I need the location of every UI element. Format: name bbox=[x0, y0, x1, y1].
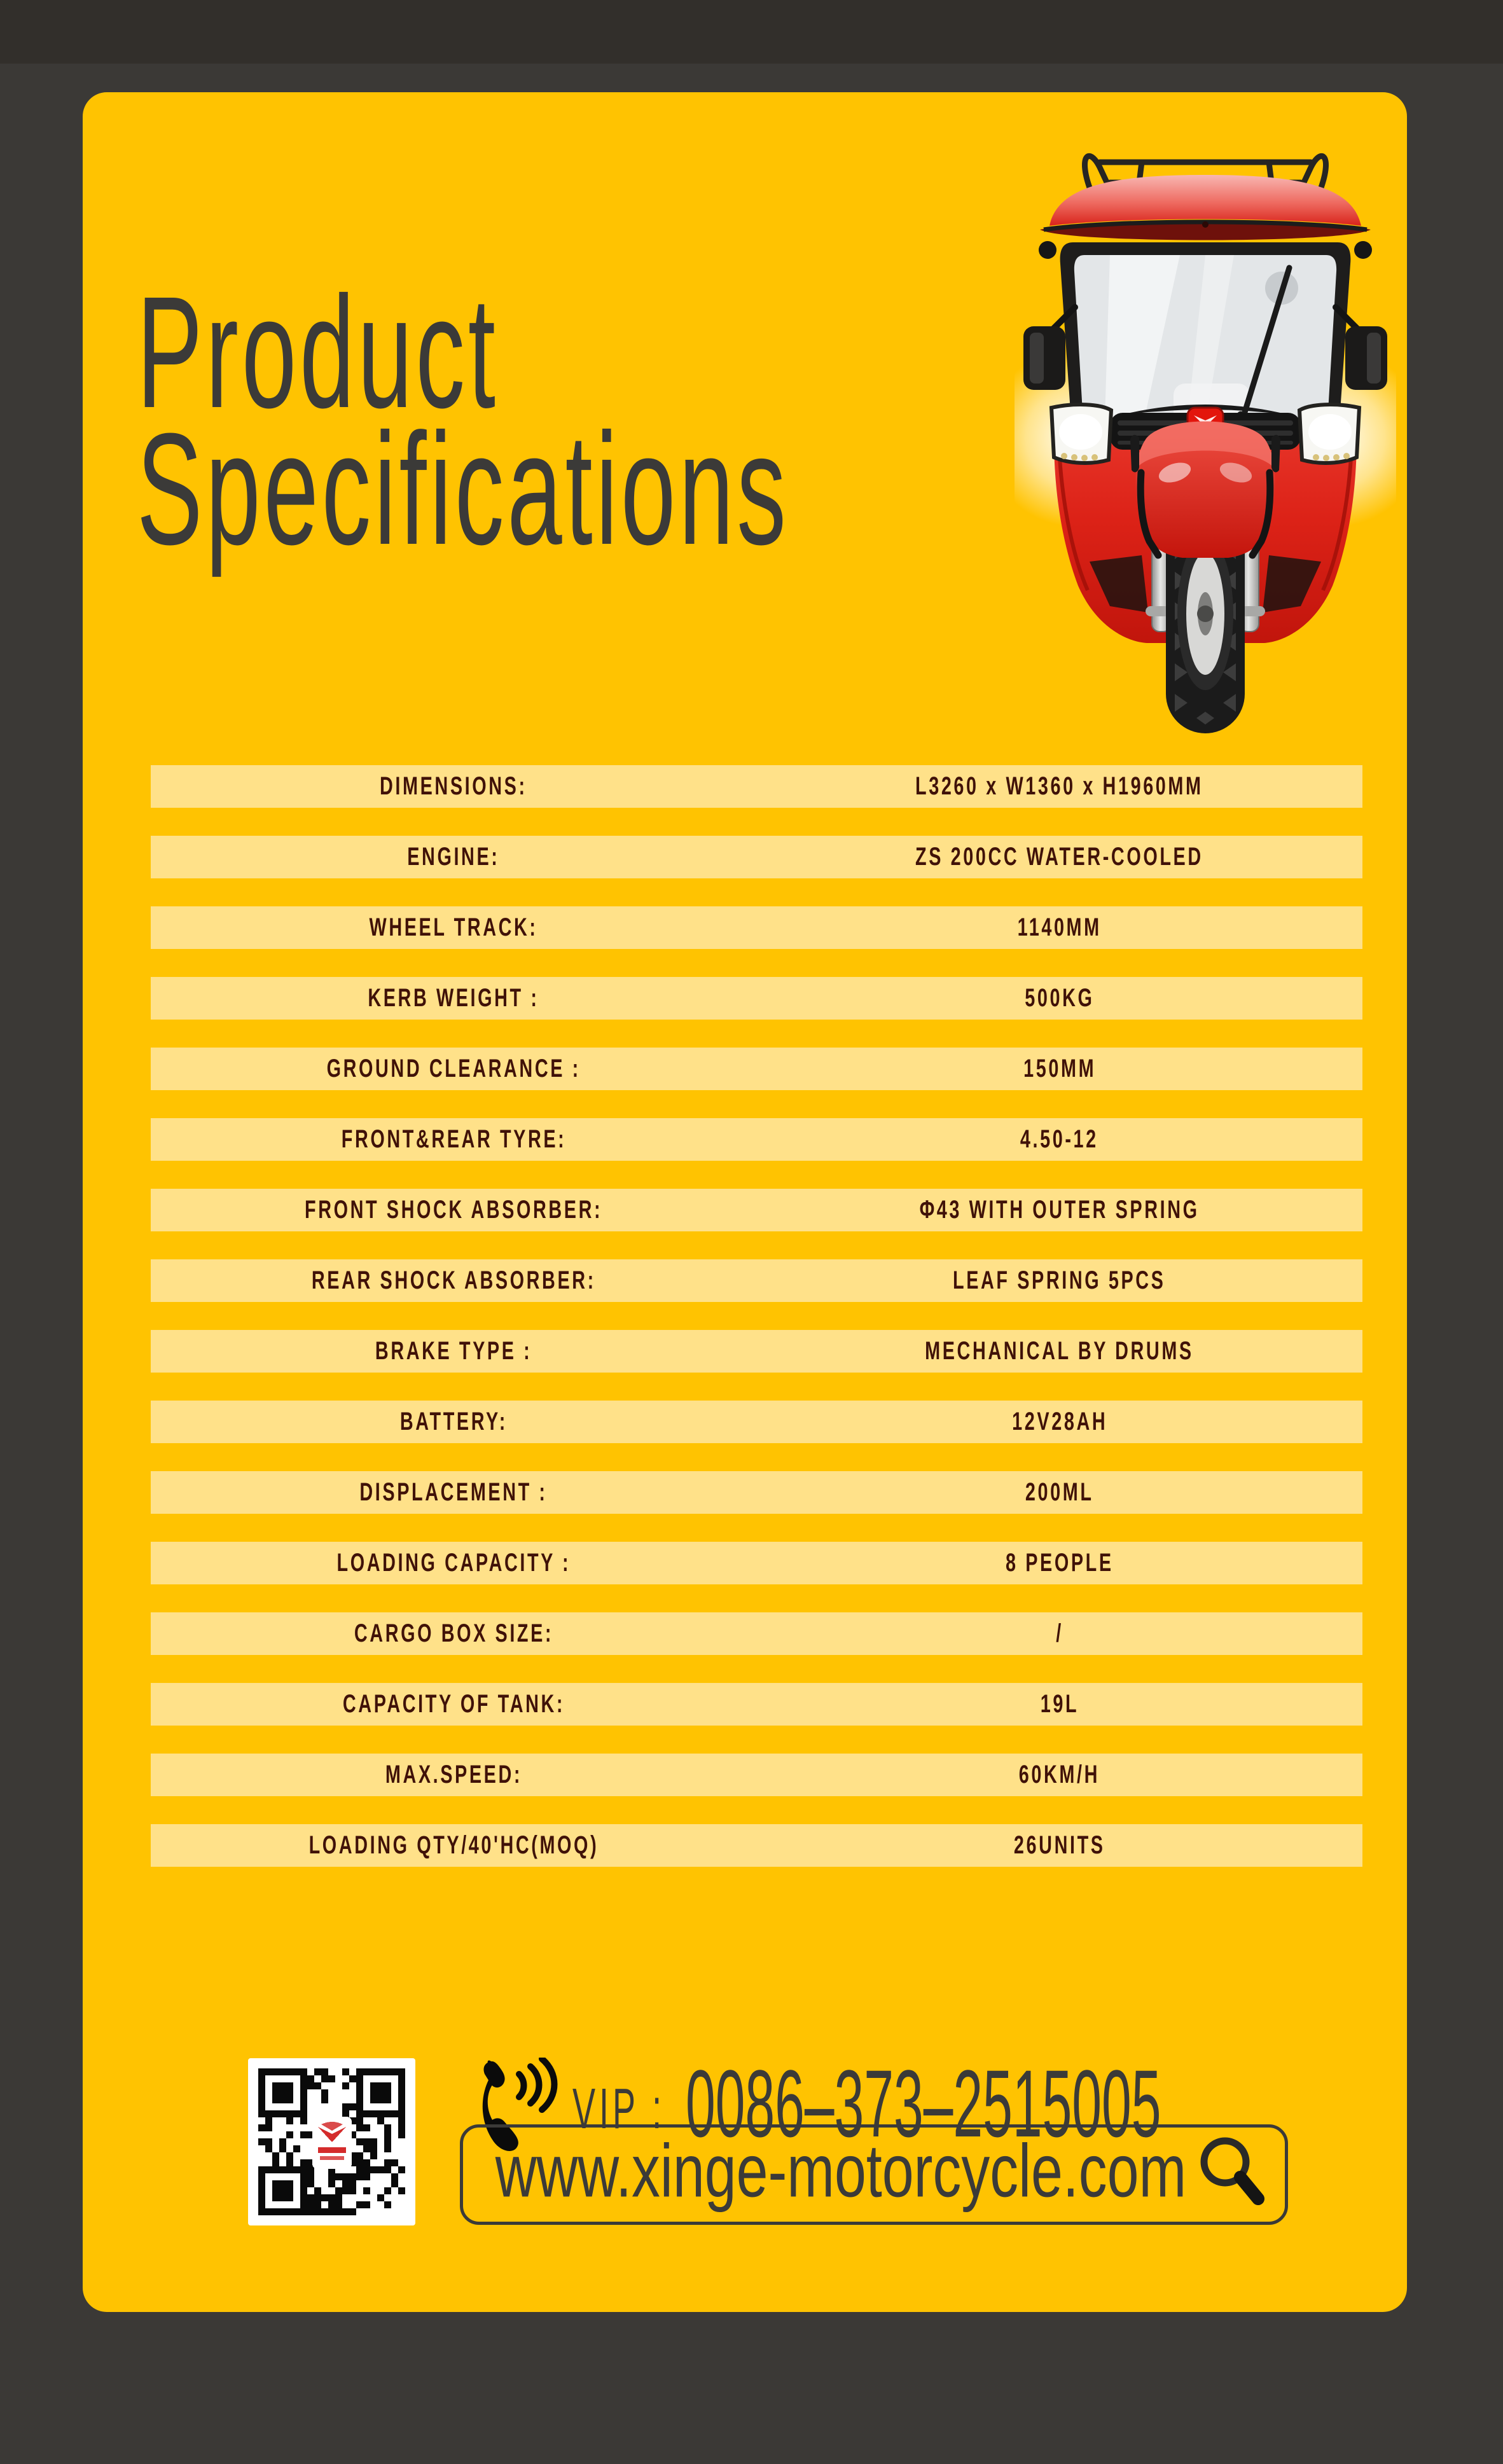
table-row bbox=[151, 1824, 1362, 1867]
front-fender bbox=[1130, 422, 1280, 558]
table-row bbox=[151, 1048, 1362, 1090]
spec-sheet-card bbox=[83, 92, 1407, 2312]
spec-value: 60KM/H bbox=[1019, 1761, 1100, 1789]
spec-label: BRAKE TYPE : bbox=[375, 1337, 532, 1365]
table-row bbox=[151, 765, 1362, 808]
spec-value: 1140MM bbox=[1017, 913, 1102, 941]
table-row bbox=[151, 1189, 1362, 1231]
table-row bbox=[151, 1612, 1362, 1655]
table-row bbox=[151, 1471, 1362, 1514]
background-top-strip bbox=[0, 0, 1503, 64]
search-icon bbox=[1196, 2135, 1271, 2210]
spec-value: 12V28AH bbox=[1011, 1408, 1107, 1436]
page-title-line2: Specifications bbox=[137, 400, 789, 578]
spec-value: 8 PEOPLE bbox=[1005, 1549, 1114, 1577]
spec-label: DIMENSIONS: bbox=[380, 772, 528, 800]
table-row bbox=[151, 977, 1362, 1020]
spec-value: MECHANICAL BY DRUMS bbox=[925, 1337, 1195, 1365]
website-box[interactable] bbox=[460, 2124, 1288, 2225]
spec-label: FRONT SHOCK ABSORBER: bbox=[305, 1196, 603, 1224]
spec-value: 200ML bbox=[1025, 1478, 1094, 1506]
page-title bbox=[137, 263, 789, 578]
table-row bbox=[151, 1259, 1362, 1302]
spec-value: 500KG bbox=[1025, 984, 1095, 1012]
vip-label: VIP : bbox=[572, 2077, 666, 2141]
table-row bbox=[151, 1330, 1362, 1373]
spec-value: 26UNITS bbox=[1013, 1831, 1105, 1859]
spec-label: LOADING CAPACITY : bbox=[336, 1549, 571, 1577]
spec-label: REAR SHOCK ABSORBER: bbox=[311, 1266, 596, 1294]
phone-number: 0086–373–2515005 bbox=[686, 2049, 1161, 2157]
table-row bbox=[151, 906, 1362, 949]
table-row bbox=[151, 1118, 1362, 1161]
qr-code-pattern bbox=[258, 2068, 405, 2215]
website-url[interactable]: www.xinge-motorcycle.com bbox=[495, 2129, 1187, 2213]
table-row bbox=[151, 1401, 1362, 1443]
qr-code bbox=[248, 2058, 415, 2225]
spec-value: Φ43 WITH OUTER SPRING bbox=[919, 1196, 1200, 1224]
spec-label: WHEEL TRACK: bbox=[369, 913, 538, 941]
spec-value: 150MM bbox=[1023, 1055, 1096, 1083]
spec-label: GROUND CLEARANCE : bbox=[326, 1055, 581, 1083]
spec-label: DISPLACEMENT : bbox=[359, 1478, 548, 1506]
page-title-line1: Product bbox=[137, 263, 499, 441]
spec-label: LOADING QTY/40'HC(MOQ) bbox=[308, 1831, 599, 1859]
spec-label: ENGINE: bbox=[407, 843, 500, 871]
table-row bbox=[151, 836, 1362, 878]
spec-value: LEAF SPRING 5PCS bbox=[953, 1266, 1166, 1294]
spec-value: L3260 x W1360 x H1960MM bbox=[915, 772, 1204, 800]
spec-label: BATTERY: bbox=[399, 1408, 508, 1436]
table-row bbox=[151, 1542, 1362, 1584]
spec-label: KERB WEIGHT : bbox=[368, 984, 539, 1012]
spec-value: / bbox=[1055, 1619, 1063, 1647]
qr-center-logo bbox=[312, 2117, 352, 2169]
spec-value: 4.50-12 bbox=[1020, 1125, 1099, 1153]
spec-value: ZS 200CC WATER-COOLED bbox=[915, 843, 1204, 871]
spec-label: FRONT&REAR TYRE: bbox=[341, 1125, 567, 1153]
spec-value: 19L bbox=[1040, 1690, 1079, 1718]
spec-label: MAX.SPEED: bbox=[385, 1761, 522, 1789]
product-image-tricycle bbox=[1015, 116, 1396, 740]
spec-label: CAPACITY OF TANK: bbox=[342, 1690, 565, 1718]
spec-table bbox=[151, 765, 1362, 1895]
table-row bbox=[151, 1683, 1362, 1726]
table-row bbox=[151, 1754, 1362, 1796]
spec-label: CARGO BOX SIZE: bbox=[354, 1619, 553, 1647]
